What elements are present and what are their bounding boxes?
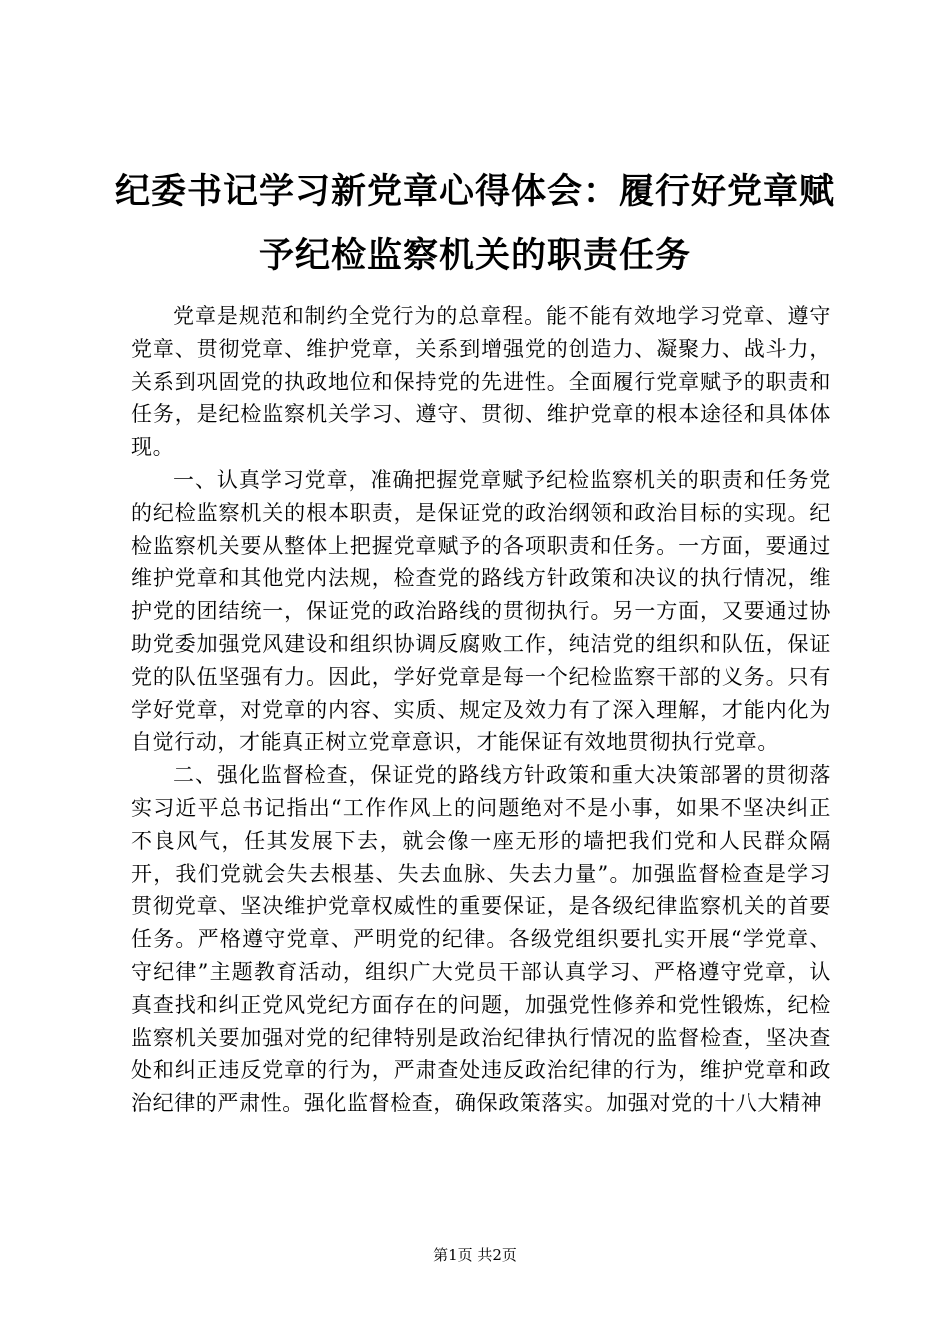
paragraph-section-1: 一、认真学习党章，准确把握党章赋予纪检监察机关的职责和任务党的纪检监察机关的根本职责，是保证党的政治纲领和政治目标的实现。纪检监察机关要从整体上把握党章赋予的各项职责和任务。一方面，要通过维护党章和其他党内法规，检查党的路线方针政策和决议的执行情况，维护党的团结统一，保证党的政治路线的贯彻执行。另一方面，又要通过协助党委加强党风建设和组织协调反腐败工作，纯洁党的组织和队伍，保证党的队伍坚强有力。因此，学好党章是每一个纪检监察干部的义务。只有学好党章，对党章的内容、实质、规定及效力有了深入理解，才能内化为自觉行动，才能真正树立党章意识，才能保证有效地贯彻执行党章。 — [131, 467, 831, 755]
document-body — [131, 300, 831, 1120]
document-title — [110, 160, 840, 288]
paragraph-section-2: 二、强化监督检查，保证党的路线方针政策和重大决策部署的贯彻落实习近平总书记指出“工作作风上的问题绝对不是小事，如果不坚决纠正不良风气，任其发展下去，就会像一座无形的墙把我们党和人民群众隔开，我们党就会失去根基、失去血脉、失去力量”。加强监督检查是学习贯彻党章、坚决维护党章权威性的重要保证，是各级纪律监察机关的首要任务。严格遵守党章、严明党的纪律。各级党组织要扎实开展“学党章、守纪律”主题教育活动，组织广大党员干部认真学习、严格遵守党章，认真查找和纠正党风党纪方面存在的问题，加强党性修养和党性锻炼，纪检监察机关要加强对党的纪律特别是政治纪律执行情况的监督检查，坚决查处和纠正违反党章的行为，严肃查处违反政治纪律的行为，维护党章和政治纪律的严肃性。强化监督检查，确保政策落实。加强对党的十八大精神 — [131, 763, 831, 1116]
title-line-2: 予纪检监察机关的职责任务 — [258, 235, 691, 276]
title-line-1: 纪委书记学习新党章心得体会：履行好党章赋 — [114, 171, 835, 212]
page-number-footer: 第1页 共2页 — [433, 1246, 517, 1264]
paragraph-intro: 党章是规范和制约全党行为的总章程。能不能有效地学习党章、遵守党章、贯彻党章、维护党章，关系到增强党的创造力、凝聚力、战斗力，关系到巩固党的执政地位和保持党的先进性。全面履行党章赋予的职责和任务，是纪检监察机关学习、遵守、贯彻、维护党章的根本途径和具体体现。 — [131, 304, 831, 460]
